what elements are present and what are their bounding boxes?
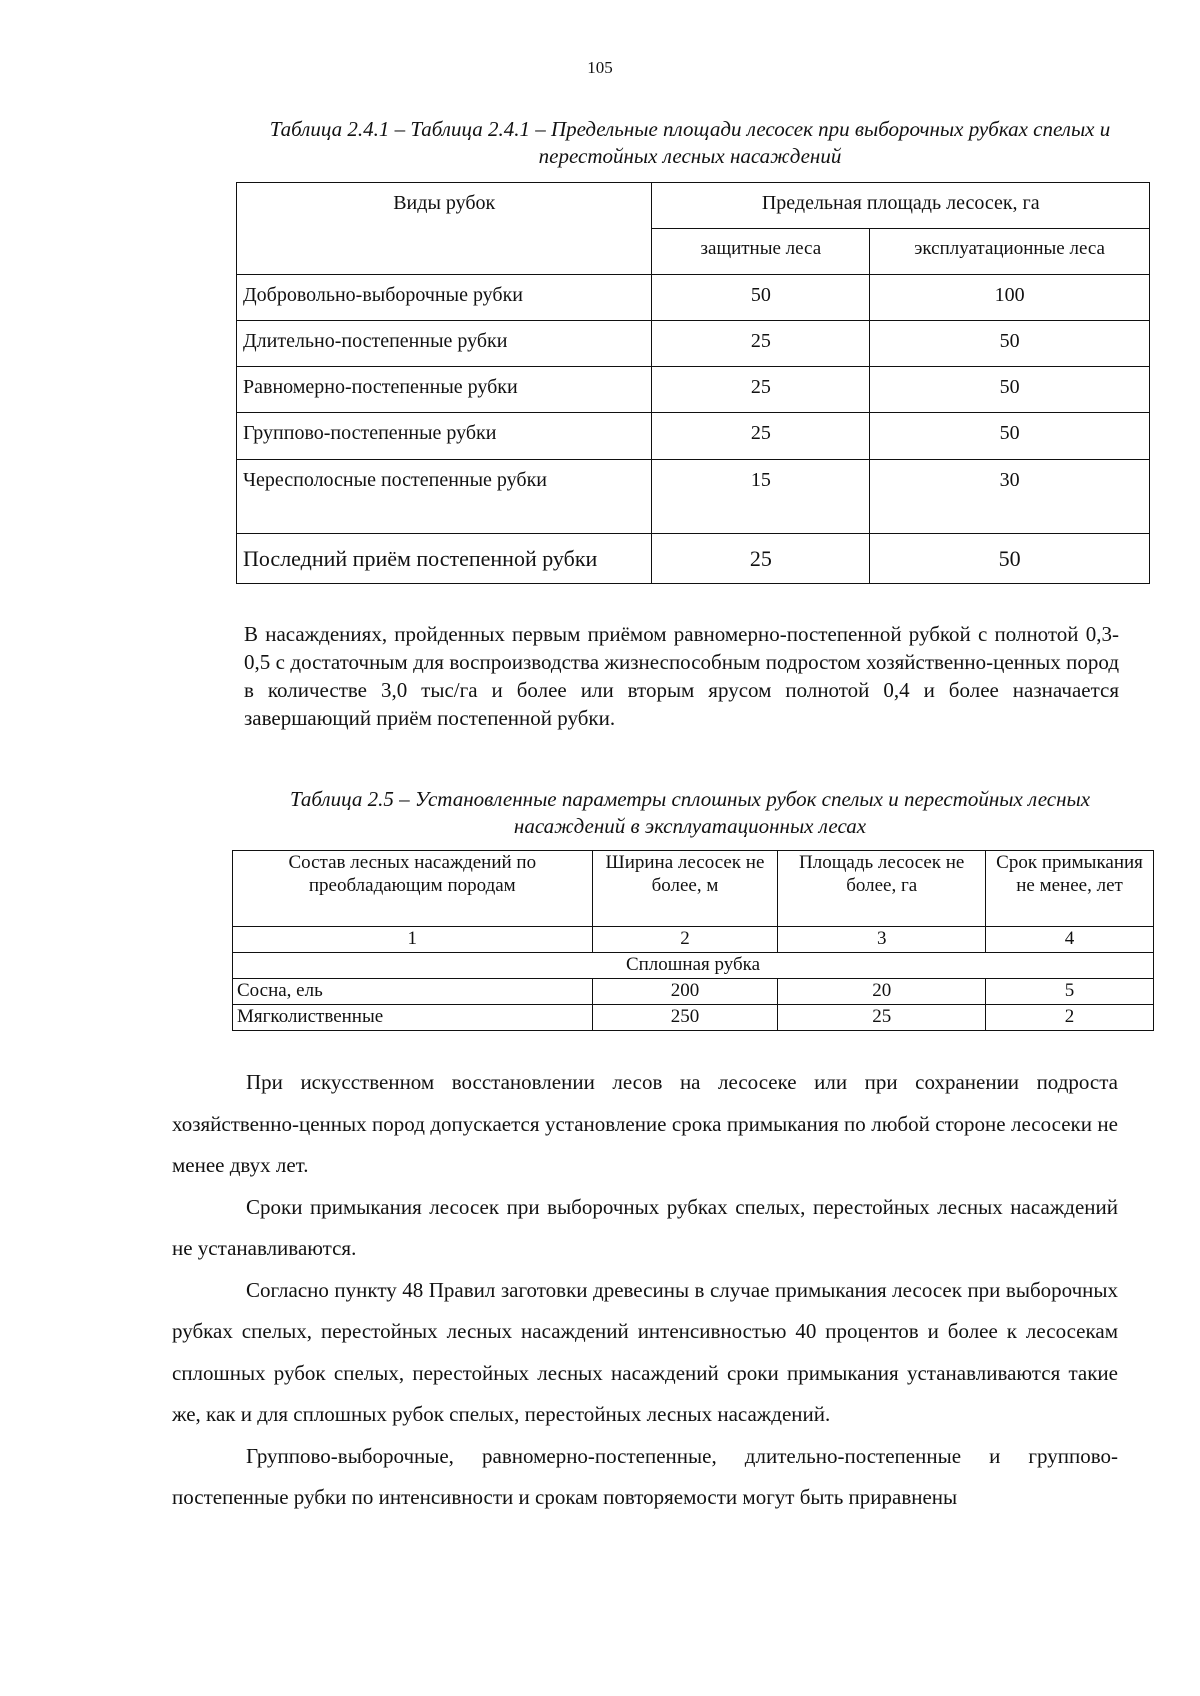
table-row	[237, 460, 1150, 534]
table2-cell-term: 5	[986, 979, 1154, 1005]
table1-cell-exploitation: 50	[870, 321, 1150, 367]
table2-cell-area: 25	[778, 1005, 986, 1031]
table-row	[237, 534, 1150, 584]
body-paragraph: Группово-выборочные, равномерно-постепенные, длительно-постепенные и группово-постепенные рубки по интенсивности и срокам повторяемости могут быть приравнены	[172, 1443, 1118, 1509]
table1-cell-protective: 25	[652, 413, 870, 460]
table2-section-clearcut: Сплошная рубка	[233, 953, 1154, 979]
body-text	[172, 1062, 1118, 1519]
table1-cell-exploitation: 50	[870, 367, 1150, 413]
table2-col-number: 4	[986, 927, 1154, 953]
table1-cell-name: Чересполосные постепенные рубки	[237, 460, 652, 534]
table1-cell-protective: 25	[652, 321, 870, 367]
table2-cell-width: 200	[592, 979, 778, 1005]
table-row	[237, 321, 1150, 367]
table1-cell-name: Длительно-постепенные рубки	[237, 321, 652, 367]
table1-cell-protective: 50	[652, 275, 870, 321]
table1-header-exploitation: эксплуатационные леса	[870, 229, 1150, 275]
table-row	[237, 413, 1150, 460]
table1-header-protective: защитные леса	[652, 229, 870, 275]
table2	[232, 850, 1154, 1031]
table1-cell-protective: 25	[652, 367, 870, 413]
table1-header-area: Предельная площадь лесосек, га	[652, 183, 1150, 229]
table2-cell-area: 20	[778, 979, 986, 1005]
table1-cell-name: Группово-постепенные рубки	[237, 413, 652, 460]
table2-header-area: Площадь лесосек не более, га	[778, 851, 986, 927]
table1-cell-name: Последний приём постепенной рубки	[237, 534, 652, 584]
table1-cell-exploitation: 50	[870, 534, 1150, 584]
table2-header-composition: Состав лесных насаждений по преобладающим породам	[233, 851, 593, 927]
table1	[236, 182, 1150, 584]
table2-header-width: Ширина лесосек не более, м	[592, 851, 778, 927]
table2-cell-name: Мягколиственные	[233, 1005, 593, 1031]
body-paragraph: Сроки примыкания лесосек при выборочных рубках спелых, перестойных лесных насаждений не устанавливаются.	[172, 1194, 1118, 1260]
table-row	[233, 979, 1154, 1005]
table1-cell-exploitation: 50	[870, 413, 1150, 460]
table2-col-number: 3	[778, 927, 986, 953]
table1-cell-exploitation: 30	[870, 460, 1150, 534]
table1-header-types: Виды рубок	[237, 183, 652, 275]
table1-cell-name: Равномерно-постепенные рубки	[237, 367, 652, 413]
table2-header-term: Срок примыкания не менее, лет	[986, 851, 1154, 927]
paragraph-final-cut: В насаждениях, пройденных первым приёмом равномерно-постепенной рубкой с полнотой 0,3-0,5 с достаточным для воспроизводства жизнеспособным подростом хозяйственно-ценных пород в количестве 3,0 тыс/га и более или вторым ярусом полнотой 0,4 и более назначается завершающий приём постепенной рубки.	[244, 622, 1119, 730]
table-row	[237, 367, 1150, 413]
table-row	[237, 275, 1150, 321]
page-number: 105	[587, 58, 613, 77]
table2-cell-width: 250	[592, 1005, 778, 1031]
table1-cell-protective: 15	[652, 460, 870, 534]
body-paragraph: Согласно пункту 48 Правил заготовки древесины в случае примыкания лесосек при выборочных рубках спелых, перестойных лесных насаждений интенсивностью 40 процентов и более к лесосекам сплошных рубок спелых, перестойных лесных насаждений сроки примыкания устанавливаются такие же, как и для сплошных рубок спелых, перестойных лесных насаждений.	[172, 1277, 1118, 1426]
table2-cell-term: 2	[986, 1005, 1154, 1031]
table-row	[233, 1005, 1154, 1031]
table2-caption: Таблица 2.5 – Установленные параметры сплошных рубок спелых и перестойных лесных насаждений в эксплуатационных лесах	[289, 787, 1091, 838]
table1-caption: Таблица 2.4.1 – Таблица 2.4.1 – Предельные площади лесосек при выборочных рубках спелых и перестойных лесных насаждений	[269, 117, 1111, 168]
table2-col-number: 1	[233, 927, 593, 953]
table2-cell-name: Сосна, ель	[233, 979, 593, 1005]
table1-cell-exploitation: 100	[870, 275, 1150, 321]
table1-cell-name: Добровольно-выборочные рубки	[237, 275, 652, 321]
table2-col-number: 2	[592, 927, 778, 953]
table1-cell-protective: 25	[652, 534, 870, 584]
body-paragraph: При искусственном восстановлении лесов на лесосеке или при сохранении подроста хозяйственно-ценных пород допускается установление срока примыкания по любой стороне лесосеки не менее двух лет.	[172, 1070, 1118, 1177]
